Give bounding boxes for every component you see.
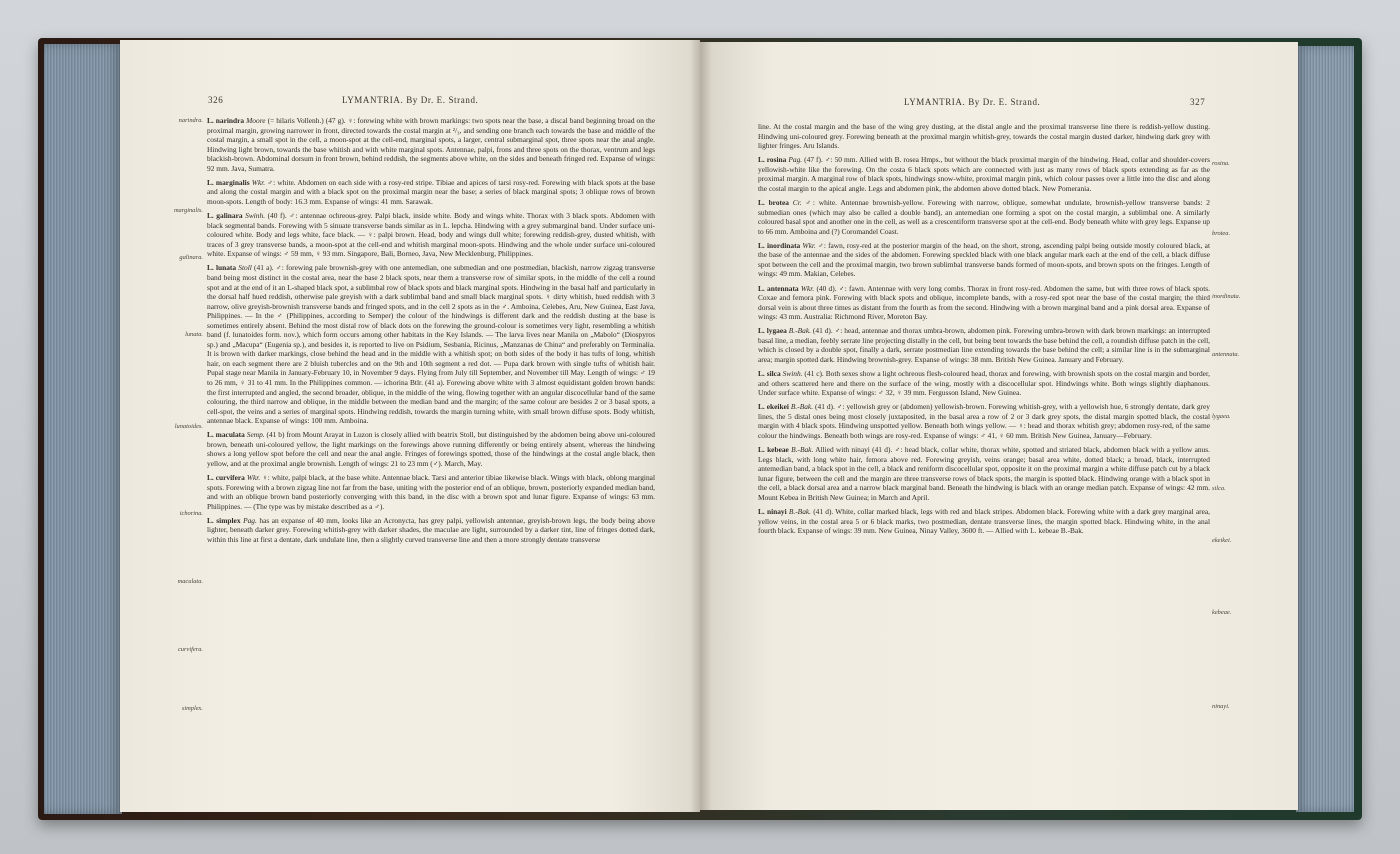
species-author: Pag. xyxy=(788,155,803,165)
species-name: L. lunata xyxy=(207,263,237,273)
species-name: L. narindra xyxy=(207,116,245,125)
species-entry xyxy=(758,507,1210,536)
margin-note: galinara. xyxy=(179,254,203,261)
book-gutter xyxy=(690,40,712,812)
margin-note: silca. xyxy=(1212,485,1226,492)
species-entry xyxy=(758,326,1210,364)
species-author: B.-Bak. xyxy=(791,445,814,455)
margin-note: curvifera. xyxy=(177,646,203,653)
species-description: (40 f). ♂: antennae ochreous-grey. Palpi black, inside white. Body and wings white. Thorax with 3 black spots. Abdomen with black segmental bands. Forewing with 5 sinuate transverse bands similar as in L. lepcha. Hindwing with a grey submarginal band. Under surface uni-coloured white. Body and legs white, face black. — ♀: palpi brown. Head, body and wings dull white; forewing reddish-grey, dusted whitish, with traces of 3 grey transverse bands, a moon-spot at the cell-end and whitish marginal moon-spots. Hindwing and the whole under surface uni-coloured white. Expanse of wings: ♂ 59 mm, ♀ 93 mm. Singapore, Bali, Borneo, Java, New Mecklenburg, Philippines. xyxy=(207,211,655,259)
margin-note: ninayi. xyxy=(1212,703,1230,710)
species-description: ♀: white, palpi black, at the base white. Antennae black. Tarsi and anterior tibiae likewise black. Wings with black, oblong marginal spots. Forewing with a brown zigzag line not far from the base, uniting with the posterior end of an oblique, brown, posteriorly expanded median band, and with an oblique brown band posteriorly converging with this band, in the disc with a brown spot and lunar figure. Expanse of wings: 63 mm. Philippines. — (The type was by mistake described as a ♂). xyxy=(207,473,656,511)
species-description: (40 d). ♂: fawn. Antennae with very long combs. Thorax in front rosy-red. Abdomen the same, but with three rows of black spots. Coxae and femora pink. Forewing with black spots and oblique, incomplete bands, with a rosy-red spot near the base of the costal margin; the third dorsal vein is about three times as distant from the fourth as from the second. Hindwing with a brown marginal band and a pink dorsal area. Expanse of wings: 43 mm. Australia: Richmond River, Moreton Bay. xyxy=(758,283,1210,322)
species-description: (41 d). ♂: yellowish grey or (abdomen) yellowish-brown. Forewing whitish-grey, with a yellowish hue, 6 strongly dentate, dark grey lines, the 5 distal ones being most closely juxtaposited, in the basal area a row of 2 or 3 dark grey spots, the distal margin spotted black, the costal margin with 4 black spots. Hindwing unspotted yellow. Beneath both wings yellow. — ♀: head and thorax whitish grey; abdomen rosy-red, of the same colour the hindwings. Beneath both wings are rosy-red. Expanse of wings: ♂ 41, ♀ 60 mm. British New Guinea, January—February. xyxy=(758,402,1210,441)
species-description: ♂: white. Abdomen on each side with a rosy-red stripe. Tibiae and apices of tarsi rosy-red. Forewing with black spots at the base and along the costal margin and with a black spot on the proximal margin near the base; a series of black marginal spots; 3 oblique rows of brown moon-spots. Length of body: 16.3 mm. Expanse of wings: 41 mm. Sarawak. xyxy=(207,177,655,206)
margin-note: inordinata. xyxy=(1212,293,1241,300)
species-entry xyxy=(758,198,1210,236)
margin-note: ekeikei. xyxy=(1212,537,1232,544)
running-title: LYMANTRIA. By Dr. E. Strand. xyxy=(904,97,1041,107)
species-name: L. rosina xyxy=(758,155,787,165)
species-name: L. maculata xyxy=(207,430,245,440)
species-entry xyxy=(758,445,1210,502)
margin-note: marginalis. xyxy=(173,207,203,214)
species-author: B.-Bak. xyxy=(788,507,812,517)
margin-note: ichorina. xyxy=(179,510,203,517)
page-number: 326 xyxy=(208,95,224,105)
species-description: (41 a). ♂: forewing pale brownish-grey with one antemedian, one submedian and one postmedian, blackish, narrow zigzag transverse band being most distinct in the costal area, near the base 2 black spots, near them a transverse row of similar spots, in the middle of the cell a round spot and at the end of it an L-shaped black spot, a sublimbal row of black spots and black marginal spots. Hindwing in the basal half and particularly in the dorsal half hued reddish, otherwise pale greyish with a dark sublimbal band and small black marginal spots. ♀ dirty whitish, hued reddish with 3 narrow, olive greyish-brownish transverse bands and fringed spots, and in the cell 2 spots as in the ♂. Amboina, Celebes, Aru, New Guinea, East Java, Philippines. — In the ♂ (Philippines, according to Semper) the colour of the hindwings is different dark and the reddish dusting at the base is sometimes entirely absent. Behind the most distal row of black dots on the forewing the ground-colour is sometimes very light, resembling a whitish band (f. lunatoides form. nov.), which form occurs among other habitats in the Key Islands. — The larva lives near Manila on „Mabolo“ (Diospyros sp.) and „Macupa“ (Eugenia sp.), and besides it, is reported to live on Psidium, Sesbania, Ricinus, „Manzanas de China“ and preferably on Terminalia. It is brown with darker markings, close behind the head and in the middle with a whitish spot; on both sides of the body it has tufts of long, whitish hair, on each segment there are 2 bluish tubercles and on the 9th and 10th segment a red dot. — Pupa dark brown with single tufts of whitish hair. Pupal stage near Manila in January-February 10, in November 9 days. Flying from July till September, and November till May. Length of wings: ♂ 19 to 26 mm, ♀ 31 to 41 mm. In the Philippines common. — ichorina Btlr. (41 a). Forewing above white with 3 almost equidistant golden brown bands: the first interrupted and angled, the second broader, oblique, in the middle of the wing, flowing together with an angular discocellular band of the same colouring, the third narrow and oblique, in the middle between the median band and the margin; of the same colour are besides 2 or 3 basal spots, a cell-spot, the veins and a series of marginal spots. Hindwing reddish, towards the margin turning white, with small brown diffuse spots. Body whitish, antennae black. Expanse of wings: 100 mm. Amboina. xyxy=(207,263,655,426)
species-author: Wkr. xyxy=(800,283,815,293)
species-entry xyxy=(207,178,655,207)
species-author: Wkr. xyxy=(246,473,261,483)
species-author: Swinh. xyxy=(782,369,803,379)
species-description: (41 b) from Mount Arayat in Luzon is closely allied with beatrix Stoll, but distinguished by the abdomen being above uni-coloured brown, beneath uni-coloured yellow, the light markings on the forewings above running differently or being entirely absent, whereas the hindwing shows a long yellow spot before the cell and near the anal angle. Fringes of forewings spotted, those of the hindwings at the costal angle black, then yellow, and at the proximal angle brownish. Length of wings: 21 to 23 mm (♂). March, May. xyxy=(207,430,655,468)
species-entry xyxy=(758,402,1210,440)
species-entry xyxy=(207,430,655,468)
species-name: L. simplex xyxy=(207,515,241,525)
continued-text xyxy=(758,122,1210,151)
species-author: Stoll xyxy=(238,263,252,273)
margin-note: brotea. xyxy=(1212,230,1231,237)
species-author: Pag. xyxy=(243,515,257,525)
species-name: L. ekeikei xyxy=(758,402,789,412)
species-author: Moore xyxy=(246,116,266,125)
species-description: (41 d). White, collar marked black, legs with red and black stripes. Abdomen black. Forewing white with a dark grey marginal area, yellow veins, in the costal area 5 or 6 black marks, two postmedian, dentate transverse lines, the margin spotted black. Hindwing white, in the anal fourth black. Expanse of wings: 39 mm. New Guinea, Ninay Valley, 3600 ft. — Allied with L. kebeae B.-Bak. xyxy=(758,507,1210,536)
species-description: (41 d). ♂: head, antennae and thorax umbra-brown, abdomen pink. Forewing umbra-brown with dark brown markings: an interrupted basal line, a median, feebly serrate line projecting distally in the cell, but being bent towards the base behind the cell, a roundish diffuse patch in the cell, which is closed by a double spot, finally a dark, serrate postmedian line extending towards the base behind the cell; a similar line is in the submarginal area; margin spotted dark. Hindwing brownish-grey. Expanse of wings: 38 mm. British New Guinea. January and February. xyxy=(758,326,1210,364)
margin-note: lunata. xyxy=(185,331,203,338)
species-name: L. marginalis xyxy=(207,177,250,187)
species-name: L. galinara xyxy=(207,211,243,221)
species-entry xyxy=(207,211,655,259)
species-author: Cr. xyxy=(792,198,802,208)
species-author: Wkr. xyxy=(802,240,816,250)
species-description: ♂: white. Antennae brownish-yellow. Forewing with narrow, oblique, somewhat undulate, brownish-yellow transverse bands: 2 submedian ones (which may also be called a double band), an antemedian one forming a spot on the costal margin, a sublimbal one. A similarly coloured basal spot and another one in the cell, as well as a crescentiform transverse spot at the cell-end. Body beneath white with grey legs. Expanse up to 66 mm. Amboina and (?) Coromandel Coast. xyxy=(758,198,1210,236)
left-page xyxy=(120,40,700,812)
species-name: L. curvifera xyxy=(207,473,245,483)
page-edges-left xyxy=(44,44,122,814)
page-number: 327 xyxy=(1190,97,1206,107)
margin-note: narindra. xyxy=(178,117,203,124)
species-author: B.-Bak. xyxy=(788,326,811,336)
species-entry xyxy=(207,116,655,173)
continuation-paragraph: line. At the costal margin and the base of the wing grey dusting, at the distal angle and the proximal transverse line there is reddish-yellow dusting. Hindwing uni-coloured grey. Forewing beneath at the proximal margin whitish-grey, towards the costal margin dusted darker, hindwing dark grey with lighter fringes. Aru Islands. xyxy=(758,122,1210,151)
margin-note: antennata. xyxy=(1212,351,1240,358)
species-entry xyxy=(758,241,1210,279)
species-author: Swinh. xyxy=(245,211,266,221)
page-edges-right xyxy=(1296,46,1354,812)
species-entry xyxy=(758,369,1210,398)
species-name: L. inordinata xyxy=(758,240,801,250)
species-name: L. silca xyxy=(758,369,781,379)
species-name: L. lygaea xyxy=(758,326,787,336)
margin-note: simplex. xyxy=(181,705,203,712)
species-name: L. brotea xyxy=(758,198,789,208)
margin-note: lunatoides. xyxy=(174,423,203,430)
species-description: (41 c). Both sexes show a light ochreous flesh-coloured head, thorax and forewing, with brownish spots on the costal margin and border, and others scattered here and there on the surface of the wing, mostly with a discocellular spot. Hindwings white. Both wings slightly diaphanous. Under surface white. Expanse of wings: ♂ 32, ♀ 39 mm. Fergusson Island, New Guinea. xyxy=(758,369,1210,398)
margin-note: lygaea. xyxy=(1212,413,1231,420)
species-description: (47 f). ♂: 50 mm. Allied with B. rosea Hmps., but without the black proximal margin of the hindwing. Head, collar and shoulder-covers yellowish-white like the forewing. On the costa 6 black spots which are connected with just as many rows of black spots extending as far as the proximal margin. A marginal row of black spots, hindwings snow-white, proximal margin pink, which colour passes over a little into the disc and along the costal margin to the apical angle. Legs and abdomen pink, the abdomen above dotted black. New Pomerania. xyxy=(758,155,1210,193)
species-entry xyxy=(207,263,655,425)
species-entry xyxy=(758,155,1210,193)
right-text-column xyxy=(758,122,1210,540)
species-description: ♂: fawn, rosy-red at the posterior margin of the head, on the short, strong, ascending palpi being outside mostly coloured black, at the base of the antennae and the sides of the abdomen. Forewing speckled black with one black angular mark each at the end of the cell, a black diffuse spot between the cell and the proximal margin, two brown sublimbal transverse bands formed of moon-spots, and brown spots on the fringes. Length of wings: 49 mm. Makian, Celebes. xyxy=(758,240,1210,279)
species-entry xyxy=(207,473,655,511)
species-author: B.-Bak. xyxy=(790,402,814,412)
species-entry xyxy=(758,284,1210,322)
species-name: L. kebeae xyxy=(758,445,789,455)
species-description: has an expanse of 40 mm, looks like an Acronycta, has grey palpi, yellowish antennae, greyish-brown legs, the body being above lighter, beneath darker grey. Forewing whitish-grey with darker shades, the maculae are light, surrounded by a darker tint, line of fringes dotted dark, within this line at first a dentate, dark undulate line, then a slightly curved transverse line and then a more strongly dentate transverse xyxy=(207,515,655,544)
margin-note: maculata. xyxy=(177,578,203,585)
left-text-column xyxy=(207,116,655,549)
species-author: Semp. xyxy=(246,430,265,440)
right-page xyxy=(700,42,1298,810)
species-description: (= hilaris Vollenh.) (47 g). ♀: forewing white with brown markings: two spots near the base, a discal band beginning broad on the proximal margin, growing narrower in front, directed towards the costal margin at ²/₃, and sending one branch each towards the base and middle of the costal margin, a small spot in the cell, a moon-spot at the cell-end, marginal spots, a larger, central submarginal spot, three spots near the anal angle. Hindwing light brown, towards the base whitish and with white marginal spots. Antennae, palpi, frons and three spots on the thorax, ventrum and legs blackish-brown. Abdominal dorsum in front brown, behind reddish, the segments above white, on the sides and beneath fringed red. Expanse of wings: 92 mm. Java, Sumatra. xyxy=(207,116,655,173)
margin-note: kebeae. xyxy=(1212,609,1232,616)
species-description: Allied with ninayi (41 d). ♂: head black, collar white, thorax white, spotted and striated black, abdomen black with a yellow anus. Legs black, with long white hair, femora above red. Forewing greyish, veins orange; basal area white, dotted black; a broad, black, interrupted antemedian band, a black spot in the cell, a black and reniform discocellular spot, opposite it on the proximal margin a white diffuse patch cut by a black lunar figure, between the cell and the margin are three transverse rows of black spots, the margin is spotted black. Hindwing orange with a black spot in the cell, a black dorsal area and a narrow black marginal band. Beneath the hindwing is black with an orange median patch. Expanse of wings: 42 mm. Mount Kebea in British New Guinea; in March and April. xyxy=(758,445,1210,502)
running-title: LYMANTRIA. By Dr. E. Strand. xyxy=(342,95,479,105)
species-entry xyxy=(207,516,655,545)
margin-note: rosina. xyxy=(1212,160,1230,167)
species-name: L. ninayi xyxy=(758,507,787,517)
species-name: L. antennata xyxy=(758,283,799,293)
species-author: Wkr. xyxy=(251,177,266,187)
